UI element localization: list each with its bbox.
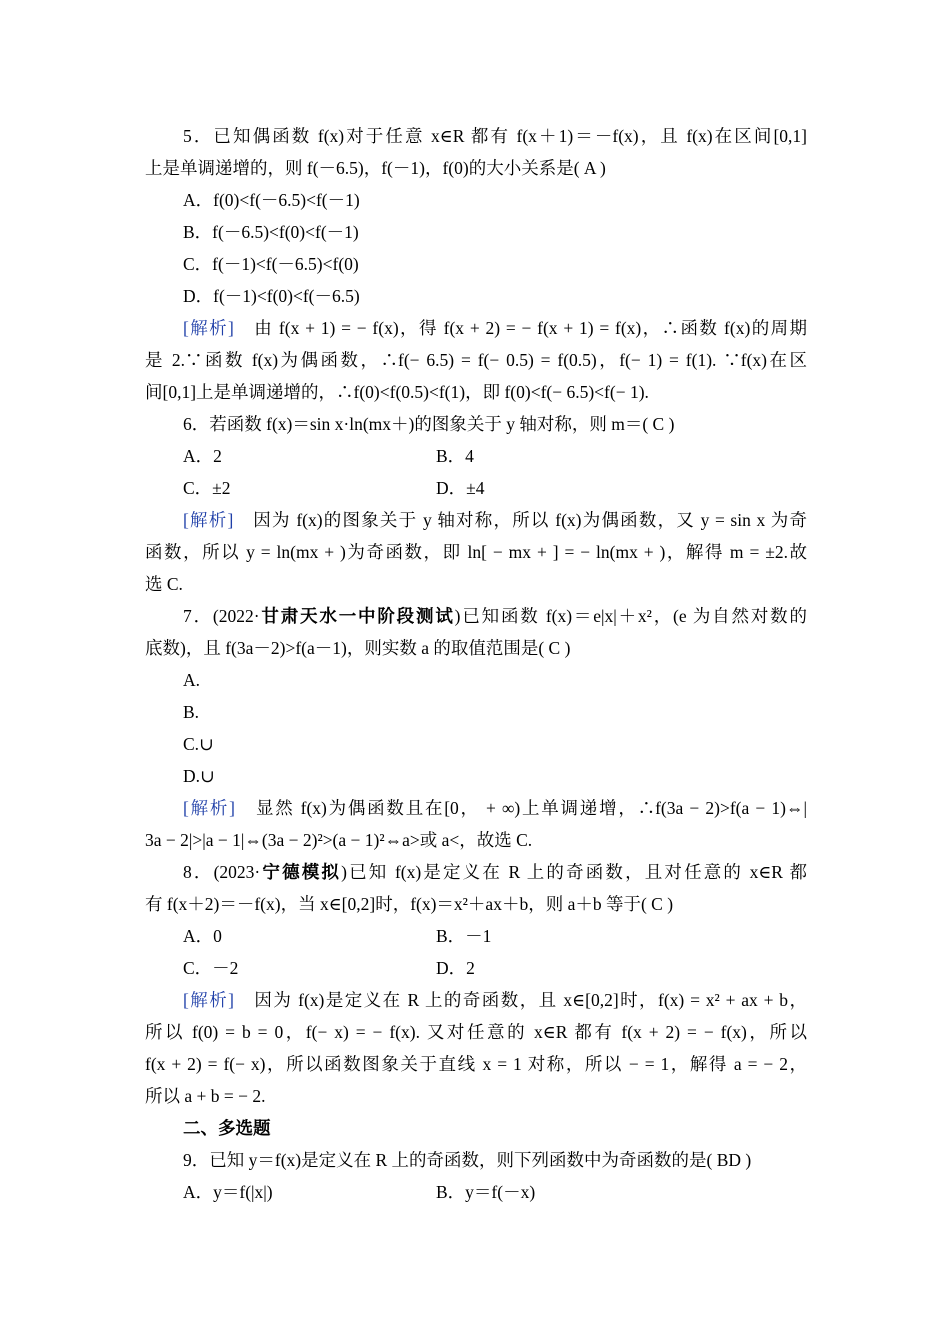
q8-stem-line2: 有 f(x＋2)＝－f(x)，当 x∈[0,2]时，f(x)＝x²＋ax＋b，则 a＋b 等于( C ) [145,894,674,914]
q6-solution-line1 [145,504,807,536]
q6-stem-line1: 6．若函数 f(x)＝sin x·ln(mx＋)的图象关于 y 轴对称，则 m＝( C ) [183,414,675,434]
q8-solution-line3: f(x + 2) = f(− x)，所以函数图象关于直线 x = 1 对称，所以 − = 1，解得 a = − 2， [145,1054,807,1074]
q7-stem-text: )已知函数 f(x)＝e|x|＋x²，(e 为自然对数的 [454,606,807,626]
q8-number: 8．(2023· [183,862,261,882]
q8-solution-text1: 因为 f(x)是定义在 R 上的奇函数，且 x∈[0,2]时，f(x) = x² + ax + b， [254,990,808,1010]
q6-option-c: C．±2 [183,478,231,498]
q5-solution-text1: 由 f(x + 1) = − f(x)，得 f(x + 2) = − f(x + 1) = f(x)，∴函数 f(x)的周期 [254,318,808,338]
q6-options-row1 [145,440,807,472]
q7-solution-line1 [145,792,807,824]
q9-option-b: B．y＝f(－x) [436,1182,536,1202]
q7-option-b: B. [183,702,200,722]
q8-options-row2 [145,952,807,984]
q9-stem-line1: 9．已知 y＝f(x)是定义在 R 上的奇函数，则下列函数中为奇函数的是( BD ) [183,1150,752,1170]
q6-options-row2 [145,472,807,504]
solution-tag: [解析] [183,990,235,1010]
q5-stem-line1: 5．已知偶函数 f(x)对于任意 x∈R 都有 f(x＋1)＝－f(x)，且 f(x)在区间[0,1] [183,126,807,146]
q7-stem-line1 [145,600,807,632]
q8-source: 宁德模拟 [260,862,342,882]
q5-solution-line2: 是 2.∵函数 f(x)为偶函数，∴f(− 6.5) = f(− 0.5) = f(0.5)，f(− 1) = f(1). ∵f(x)在区 [145,350,807,370]
solution-tag: [解析] [183,798,235,818]
q5-option-a: A．f(0)<f(－6.5)<f(－1) [183,190,360,210]
q8-option-d: D．2 [436,958,475,978]
q7-solution-line2: 3a − 2|>|a − 1|⇔(3a − 2)²>(a − 1)²⇔a>或 a<，故选 C. [145,830,533,850]
q7-option-c: C.∪ [183,734,214,754]
q8-stem-line1 [145,856,807,888]
q7-solution-text1: 显然 f(x)为偶函数且在[0， + ∞)上单调递增，∴f(3a − 2)>f(a − 1)⇔| [255,798,808,818]
solution-tag: [解析] [183,510,234,530]
q6-solution-line2: 函数，所以 y = ln(mx + )为奇函数，即 ln[ − mx + ] = − ln(mx + )，解得 m = ±2.故 [145,542,807,562]
q8-solution-line1 [145,984,807,1016]
q5-solution-line1 [145,312,807,344]
solution-tag: [解析] [183,318,234,338]
q5-option-c: C．f(－1)<f(－6.5)<f(0) [183,254,359,274]
q8-option-b: B．－1 [436,926,492,946]
q9-options-row1 [145,1176,807,1208]
q6-option-d: D．±4 [436,478,485,498]
document-page [145,120,807,1208]
q8-option-a: A．0 [183,926,222,946]
q5-option-b: B．f(－6.5)<f(0)<f(－1) [183,222,359,242]
q7-number: 7．(2022· [183,606,260,626]
q5-solution-line3: 间[0,1]上是单调递增的，∴f(0)<f(0.5)<f(1)，即 f(0)<f(− 6.5)<f(− 1). [145,382,649,402]
q8-solution-line2: 所以 f(0) = b = 0，f(− x) = − f(x). 又对任意的 x∈R 都有 f(x + 2) = − f(x)，所以 [145,1022,807,1042]
q6-solution-line3: 选 C. [145,574,183,594]
q5-option-d: D．f(－1)<f(0)<f(－6.5) [183,286,360,306]
q8-stem-text: )已知 f(x)是定义在 R 上的奇函数，且对任意的 x∈R 都 [341,862,808,882]
q9-option-a: A．y＝f(|x|) [183,1182,273,1202]
q8-option-c: C．－2 [183,958,239,978]
q5-stem-line2: 上是单调递增的，则 f(－6.5)，f(－1)，f(0)的大小关系是( A ) [145,158,606,178]
q8-options-row1 [145,920,807,952]
section-heading: 二、多选题 [183,1118,271,1138]
q7-option-d: D.∪ [183,766,215,786]
q8-solution-line4: 所以 a + b = − 2. [145,1086,266,1106]
q7-option-a: A. [183,670,201,690]
q6-option-b: B．4 [436,446,474,466]
q6-solution-text1: 因为 f(x)的图象关于 y 轴对称，所以 f(x)为偶函数，又 y = sin x 为奇 [253,510,808,530]
q6-option-a: A．2 [183,446,222,466]
q7-source: 甘肃天水一中阶段测试 [259,606,455,626]
q7-stem-line2: 底数)，且 f(3a－2)>f(a－1)，则实数 a 的取值范围是( C ) [145,638,571,658]
